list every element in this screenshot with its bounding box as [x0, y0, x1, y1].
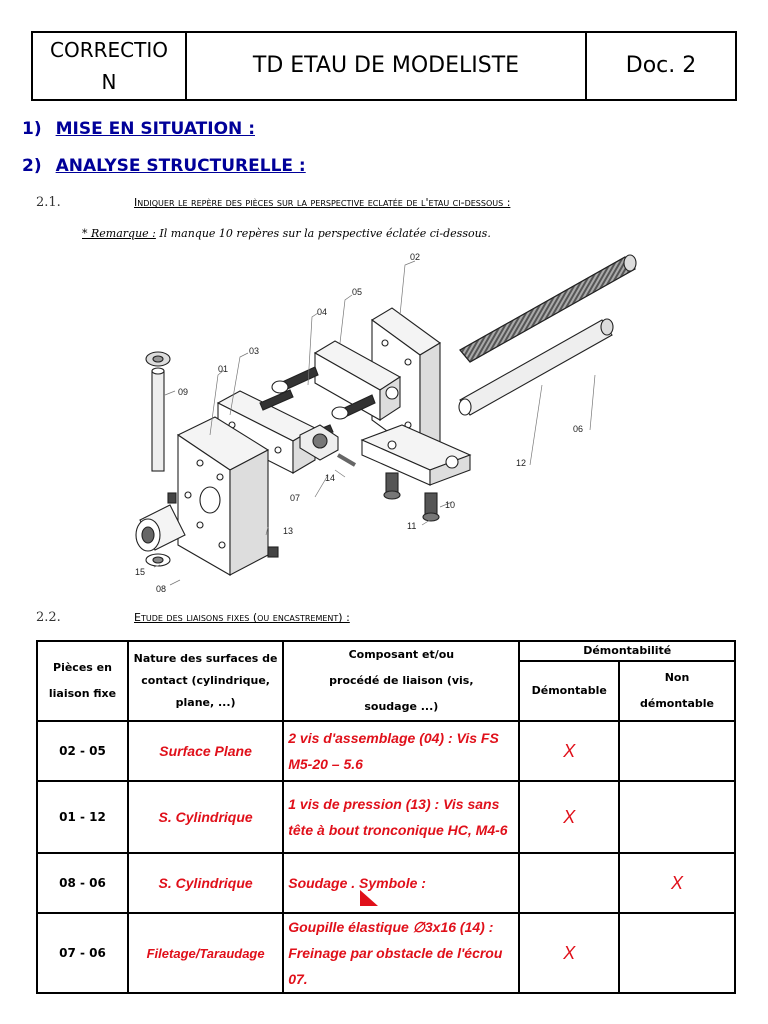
cell-nature: Surface Plane	[128, 721, 283, 781]
cell-demontable: X	[519, 721, 619, 781]
header-box	[31, 31, 737, 101]
cell-non-demontable: X	[619, 853, 735, 913]
subsection-title: Etude des liaisons fixes (ou encastrement) :	[134, 611, 350, 624]
table-row	[37, 721, 735, 781]
cell-composant-text: Soudage . Symbole :	[288, 875, 426, 891]
label-03: 03	[249, 346, 260, 356]
header-composant: Composant et/ou procédé de liaison (vis, soudage ...)	[283, 641, 519, 721]
cell-composant: 1 vis de pression (13) : Vis sans tête à bout tronconique HC, M4-6	[283, 781, 519, 853]
grub-screw-13	[268, 547, 278, 557]
header-demontabilite: Démontabilité	[519, 641, 735, 661]
label-09: 09	[178, 387, 189, 397]
pin-14	[338, 455, 355, 465]
section-number: 1)	[22, 119, 42, 139]
section-heading-2	[22, 156, 306, 176]
cell-pieces: 02 - 05	[37, 721, 128, 781]
label-08: 08	[156, 584, 167, 594]
label-11: 11	[407, 521, 417, 531]
cell-nature: Filetage/Taraudage	[128, 913, 283, 993]
remark-key: * Remarque :	[82, 227, 156, 240]
exploded-vise-drawing	[130, 245, 640, 600]
label-12: 12	[516, 458, 527, 468]
header-demontable: Démontable	[519, 661, 619, 721]
cell-demontable: X	[519, 913, 619, 993]
doc-number: Doc. 2	[625, 53, 697, 78]
label-15: 15	[135, 567, 146, 577]
title-cell	[187, 33, 587, 99]
label-14: 14	[325, 473, 336, 483]
label-01: 01	[218, 364, 229, 374]
cell-composant	[283, 853, 519, 913]
remark	[82, 227, 491, 240]
cell-nature: S. Cylindrique	[128, 853, 283, 913]
label-10: 10	[445, 500, 456, 510]
cell-composant: 2 vis d'assemblage (04) : Vis FS M5-20 – 5.6	[283, 721, 519, 781]
section-heading-1	[22, 119, 255, 139]
header-nature: Nature des surfaces de contact (cylindrique, plane, ...)	[128, 641, 283, 721]
subsection-index: 2.2.	[36, 610, 61, 625]
cell-non-demontable	[619, 781, 735, 853]
threaded-rod-12	[460, 255, 636, 362]
label-04: 04	[317, 307, 328, 317]
weld-symbol-icon	[358, 888, 380, 908]
rod-06	[459, 319, 613, 415]
cell-demontable	[519, 853, 619, 913]
label-06: 06	[573, 424, 584, 434]
cell-composant: Goupille élastique ∅3x16 (14) : Freinage par obstacle de l'écrou 07.	[283, 913, 519, 993]
subsection-title: Indiquer le repère des pièces sur la perspective eclatée de l'etau ci-dessous :	[134, 196, 511, 209]
section-title: ANALYSE STRUCTURELLE :	[55, 156, 306, 176]
doc-number-cell	[587, 33, 735, 99]
correction-label: CORRECTIO N	[50, 38, 168, 94]
table-row	[37, 781, 735, 853]
header-non-demontable: Non démontable	[619, 661, 735, 721]
section-number: 2)	[22, 156, 42, 176]
header-pieces: Pièces en liaison fixe	[37, 641, 128, 721]
cell-nature: S. Cylindrique	[128, 781, 283, 853]
cell-non-demontable	[619, 913, 735, 993]
subsection-index: 2.1.	[36, 195, 61, 210]
pin-09	[146, 352, 170, 471]
table-row	[37, 913, 735, 993]
doc-title: TD ETAU DE MODELISTE	[252, 53, 520, 78]
subsection-2-1	[36, 195, 636, 213]
section-title: MISE EN SITUATION :	[55, 119, 255, 139]
table-row	[37, 853, 735, 913]
label-05: 05	[352, 287, 363, 297]
label-13: 13	[283, 526, 294, 536]
block-10	[362, 425, 470, 485]
subsection-2-2	[36, 610, 636, 628]
correction-cell	[33, 33, 187, 99]
liaisons-table	[36, 640, 736, 994]
label-02: 02	[410, 252, 421, 262]
cell-pieces: 07 - 06	[37, 913, 128, 993]
cell-non-demontable	[619, 721, 735, 781]
remark-text: Il manque 10 repères sur la perspective éclatée ci-dessous.	[155, 227, 491, 240]
cell-demontable: X	[519, 781, 619, 853]
label-07: 07	[290, 493, 301, 503]
cell-pieces: 08 - 06	[37, 853, 128, 913]
cell-pieces: 01 - 12	[37, 781, 128, 853]
